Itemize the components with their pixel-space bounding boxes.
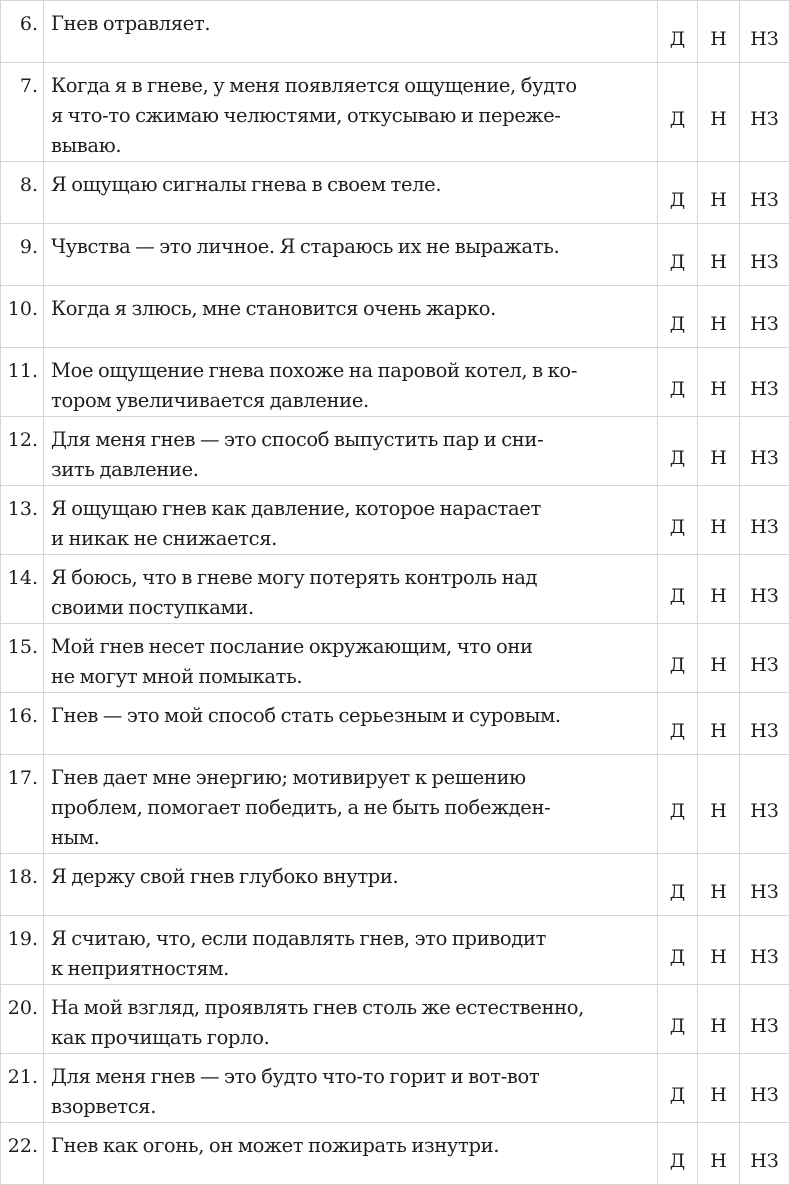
table-row — [1, 693, 790, 755]
item-statement — [44, 1054, 658, 1123]
statement-line: зить давление. — [51, 458, 199, 481]
item-statement — [44, 555, 658, 624]
answer-option-unknown[interactable] — [740, 348, 790, 417]
answer-option-label: НЗ — [750, 880, 779, 903]
answer-option-label: НЗ — [750, 800, 779, 822]
answer-option-unknown[interactable] — [740, 1, 790, 63]
statement-line: вываю. — [51, 134, 122, 157]
statement-line: к неприятностям. — [51, 957, 230, 980]
answer-option-unknown[interactable] — [740, 555, 790, 624]
statement-line: и никак не снижается. — [51, 527, 278, 550]
answer-option-yes[interactable] — [658, 755, 698, 854]
answer-option-label: Д — [669, 800, 686, 822]
questionnaire-body — [1, 1, 790, 1185]
statement-line: своими поступками. — [51, 596, 254, 619]
answer-option-label: НЗ — [750, 516, 779, 538]
answer-option-label: Н — [710, 250, 727, 273]
table-row — [1, 916, 790, 985]
table-row — [1, 63, 790, 162]
item-statement — [44, 1123, 658, 1185]
answer-option-no[interactable] — [698, 417, 740, 486]
statement-line: Гнев дает мне энергию; мотивирует к решению — [51, 766, 526, 789]
answer-option-label: Н — [710, 585, 727, 607]
item-statement — [44, 693, 658, 755]
answer-option-label: Н — [710, 516, 727, 538]
table-row — [1, 1123, 790, 1185]
answer-option-yes[interactable] — [658, 63, 698, 162]
answer-option-label: Д — [669, 585, 686, 607]
answer-option-no[interactable] — [698, 555, 740, 624]
answer-option-yes[interactable] — [658, 162, 698, 224]
answer-option-label: НЗ — [750, 188, 779, 211]
table-row — [1, 624, 790, 693]
item-statement — [44, 162, 658, 224]
answer-option-label: Д — [669, 447, 686, 469]
table-row — [1, 486, 790, 555]
answer-option-label: Д — [669, 250, 686, 273]
item-statement — [44, 916, 658, 985]
answer-option-no[interactable] — [698, 1, 740, 63]
answer-option-label: НЗ — [750, 1149, 779, 1172]
statement-line: ным. — [51, 826, 100, 849]
answer-option-label: Д — [669, 27, 686, 50]
answer-option-label: Д — [669, 719, 686, 742]
answer-option-label: Д — [669, 1015, 686, 1037]
answer-option-yes[interactable] — [658, 624, 698, 693]
item-number: 6. — [1, 1, 44, 63]
answer-option-unknown[interactable] — [740, 755, 790, 854]
answer-option-label: Д — [669, 108, 686, 130]
table-row — [1, 162, 790, 224]
answer-option-label: НЗ — [750, 1084, 779, 1106]
statement-line: Я ощущаю сигналы гнева в своем теле. — [51, 173, 442, 196]
answer-option-label: Н — [710, 946, 727, 968]
answer-option-no[interactable] — [698, 348, 740, 417]
item-number: 17. — [1, 755, 44, 854]
answer-option-label: Д — [669, 516, 686, 538]
statement-line: Чувства — это личное. Я стараюсь их не выражать. — [51, 235, 560, 258]
answer-option-unknown[interactable] — [740, 162, 790, 224]
item-statement — [44, 624, 658, 693]
answer-option-label: НЗ — [750, 946, 779, 968]
answer-option-unknown[interactable] — [740, 63, 790, 162]
item-statement — [44, 286, 658, 348]
table-row — [1, 755, 790, 854]
item-number: 16. — [1, 693, 44, 755]
statement-line: На мой взгляд, проявлять гнев столь же естественно, — [51, 996, 585, 1019]
answer-option-label: Д — [669, 654, 686, 676]
answer-option-no[interactable] — [698, 985, 740, 1054]
item-number: 13. — [1, 486, 44, 555]
statement-line: Я считаю, что, если подавлять гнев, это приводит — [51, 927, 547, 950]
answer-option-label: НЗ — [750, 312, 779, 335]
statement-line: Я держу свой гнев глубоко внутри. — [51, 865, 399, 888]
answer-option-label: НЗ — [750, 719, 779, 742]
item-statement — [44, 985, 658, 1054]
answer-option-yes[interactable] — [658, 1054, 698, 1123]
answer-option-label: НЗ — [750, 250, 779, 273]
item-number: 21. — [1, 1054, 44, 1123]
answer-option-unknown[interactable] — [740, 985, 790, 1054]
item-number: 8. — [1, 162, 44, 224]
item-number: 18. — [1, 854, 44, 916]
answer-option-unknown[interactable] — [740, 486, 790, 555]
statement-line: тором увеличивается давление. — [51, 389, 369, 412]
answer-option-no[interactable] — [698, 693, 740, 755]
answer-option-no[interactable] — [698, 755, 740, 854]
answer-option-label: Н — [710, 447, 727, 469]
table-row — [1, 224, 790, 286]
answer-option-yes[interactable] — [658, 985, 698, 1054]
answer-option-no[interactable] — [698, 286, 740, 348]
item-statement — [44, 224, 658, 286]
statement-line: Мое ощущение гнева похоже на паровой котел, в ко- — [51, 359, 578, 382]
answer-option-label: Н — [710, 27, 727, 50]
table-row — [1, 555, 790, 624]
answer-option-no[interactable] — [698, 63, 740, 162]
item-number: 12. — [1, 417, 44, 486]
answer-option-label: Н — [710, 654, 727, 676]
answer-option-yes[interactable] — [658, 693, 698, 755]
statement-line: Мой гнев несет послание окружающим, что они — [51, 635, 533, 658]
statement-line: я что-то сжимаю челюстями, откусываю и переже- — [51, 104, 561, 127]
answer-option-label: НЗ — [750, 447, 779, 469]
answer-option-label: Д — [669, 1149, 686, 1172]
answer-option-label: Д — [669, 1084, 686, 1106]
answer-option-yes[interactable] — [658, 555, 698, 624]
item-number: 20. — [1, 985, 44, 1054]
answer-option-unknown[interactable] — [740, 693, 790, 755]
item-number: 7. — [1, 63, 44, 162]
statement-line: не могут мной помыкать. — [51, 665, 303, 688]
answer-option-no[interactable] — [698, 224, 740, 286]
statement-line: Я боюсь, что в гневе могу потерять контроль над — [51, 566, 538, 589]
answer-option-label: НЗ — [750, 1015, 779, 1037]
item-number: 10. — [1, 286, 44, 348]
table-row — [1, 1, 790, 63]
answer-option-yes[interactable] — [658, 1123, 698, 1185]
answer-option-label: Д — [669, 946, 686, 968]
statement-line: Гнев — это мой способ стать серьезным и суровым. — [51, 704, 561, 727]
item-statement — [44, 486, 658, 555]
table-row — [1, 854, 790, 916]
answer-option-label: Н — [710, 378, 727, 400]
answer-option-label: НЗ — [750, 585, 779, 607]
statement-line: Гнев как огонь, он может пожирать изнутри. — [51, 1134, 500, 1157]
item-statement — [44, 755, 658, 854]
answer-option-label: Н — [710, 880, 727, 903]
statement-line: Для меня гнев — это способ выпустить пар и сни- — [51, 428, 544, 451]
statement-line: взорвется. — [51, 1095, 157, 1118]
table-row — [1, 286, 790, 348]
table-row — [1, 348, 790, 417]
answer-option-no[interactable] — [698, 916, 740, 985]
answer-option-label: НЗ — [750, 654, 779, 676]
answer-option-label: Д — [669, 188, 686, 211]
item-statement — [44, 1, 658, 63]
answer-option-unknown[interactable] — [740, 1054, 790, 1123]
answer-option-label: НЗ — [750, 378, 779, 400]
answer-option-label: Н — [710, 719, 727, 742]
table-row — [1, 985, 790, 1054]
answer-option-label: Н — [710, 312, 727, 335]
answer-option-unknown[interactable] — [740, 854, 790, 916]
statement-line: как прочищать горло. — [51, 1026, 270, 1049]
statement-line: Для меня гнев — это будто что-то горит и вот-вот — [51, 1065, 540, 1088]
item-number: 9. — [1, 224, 44, 286]
answer-option-yes[interactable] — [658, 224, 698, 286]
statement-line: Гнев отравляет. — [51, 12, 211, 35]
item-number: 14. — [1, 555, 44, 624]
answer-option-no[interactable] — [698, 162, 740, 224]
item-statement — [44, 854, 658, 916]
answer-option-label: Д — [669, 312, 686, 335]
answer-option-label: Д — [669, 880, 686, 903]
statement-line: проблем, помогает победить, а не быть побежден- — [51, 796, 551, 819]
statement-line: Я ощущаю гнев как давление, которое нарастает — [51, 497, 541, 520]
answer-option-label: Н — [710, 1015, 727, 1037]
item-statement — [44, 348, 658, 417]
answer-option-label: НЗ — [750, 27, 779, 50]
answer-option-no[interactable] — [698, 1054, 740, 1123]
answer-option-unknown[interactable] — [740, 624, 790, 693]
item-statement — [44, 417, 658, 486]
answer-option-yes[interactable] — [658, 348, 698, 417]
answer-option-yes[interactable] — [658, 417, 698, 486]
answer-option-unknown[interactable] — [740, 417, 790, 486]
answer-option-no[interactable] — [698, 624, 740, 693]
item-number: 19. — [1, 916, 44, 985]
statement-line: Когда я злюсь, мне становится очень жарко. — [51, 297, 496, 320]
answer-option-unknown[interactable] — [740, 286, 790, 348]
answer-option-label: Н — [710, 108, 727, 130]
answer-option-unknown[interactable] — [740, 1123, 790, 1185]
answer-option-no[interactable] — [698, 486, 740, 555]
answer-option-unknown[interactable] — [740, 224, 790, 286]
answer-option-no[interactable] — [698, 1123, 740, 1185]
answer-option-yes[interactable] — [658, 286, 698, 348]
answer-option-label: Н — [710, 800, 727, 822]
answer-option-label: Н — [710, 188, 727, 211]
answer-option-label: НЗ — [750, 108, 779, 130]
answer-option-label: Н — [710, 1084, 727, 1106]
item-number: 11. — [1, 348, 44, 417]
statement-line: Когда я в гневе, у меня появляется ощущение, будто — [51, 74, 577, 97]
item-statement — [44, 63, 658, 162]
item-number: 22. — [1, 1123, 44, 1185]
answer-option-label: Н — [710, 1149, 727, 1172]
answer-option-yes[interactable] — [658, 916, 698, 985]
item-number: 15. — [1, 624, 44, 693]
answer-option-yes[interactable] — [658, 854, 698, 916]
answer-option-yes[interactable] — [658, 486, 698, 555]
table-row — [1, 1054, 790, 1123]
answer-option-label: Д — [669, 378, 686, 400]
table-row — [1, 417, 790, 486]
answer-option-unknown[interactable] — [740, 916, 790, 985]
answer-option-no[interactable] — [698, 854, 740, 916]
answer-option-yes[interactable] — [658, 1, 698, 63]
